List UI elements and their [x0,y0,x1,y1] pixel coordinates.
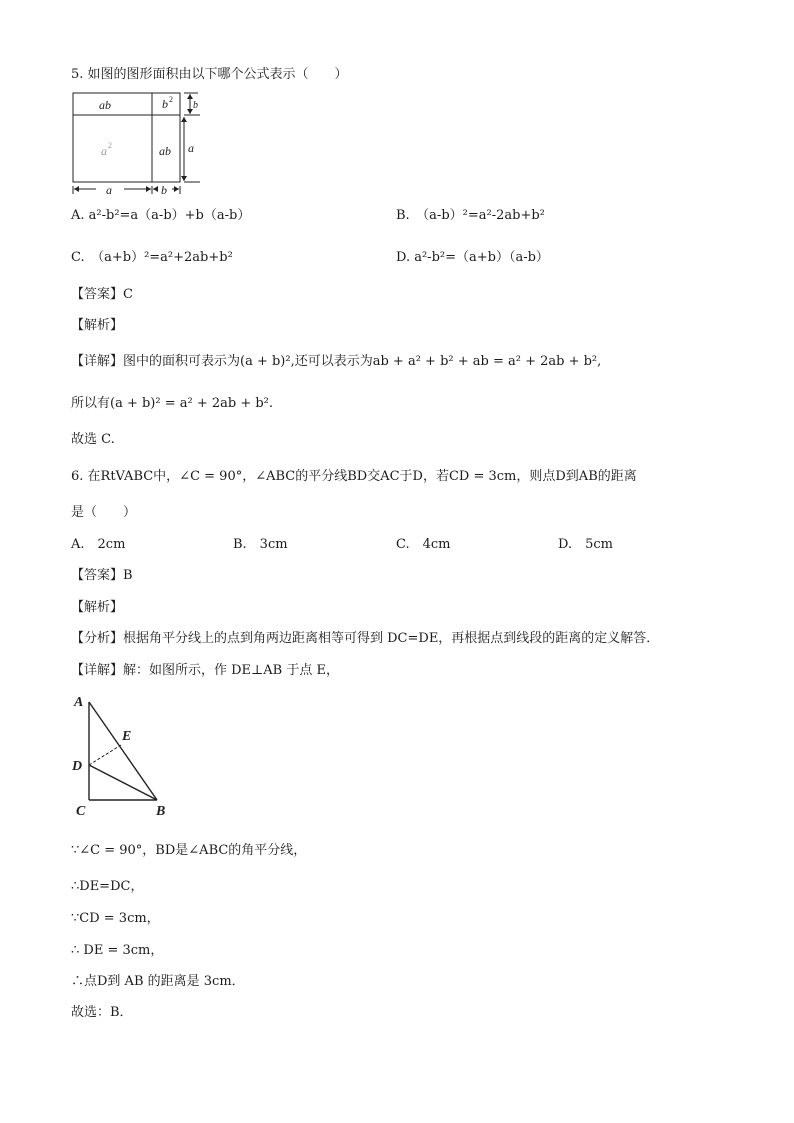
q6-fig-vertex-b: B [156,804,166,819]
q5-option-d: D. a²-b²=（a+b）（a-b） [396,250,549,265]
q5-fig-dim-b-top: b [193,100,198,111]
q6-step-5: ∴点D到 AB 的距离是 3cm． [71,974,245,989]
q5-analysis-label: 【解析】 [71,318,124,333]
q5-option-c: C. （a+b）²=a²+2ab+b² [71,250,233,265]
q6-step-1: ∵∠C = 90°，BD是∠ABC的角平分线， [71,843,307,858]
q6-step-6: 故选：B． [71,1005,133,1020]
q5-fig-sup: 2 [169,95,173,104]
q5-fig-b: b [162,97,168,111]
q6-stem-line1: 6. 在RtVABC中，∠C = 90°，∠ABC的平分线BD交AC于D，若CD = 3cm，则点D到AB的距离 [71,469,637,484]
q5-area-figure [66,88,216,198]
q6-analysis-label: 【解析】 [71,600,124,615]
q5-fig-dim-a-bottom: a [106,183,112,197]
q5-stem: 5. 如图的图形面积由以下哪个公式表示（ ） [71,67,348,82]
q6-fig-vertex-a: A [74,695,84,710]
q5-option-b: B. （a-b）²=a²-2ab+b² [396,208,545,223]
q5-fig-ab-top: ab [99,98,111,112]
q6-stem-line2: 是（ ） [71,505,137,520]
q6-fig-point-d: D [72,759,83,774]
q6-answer: 【答案】B [71,568,133,583]
q6-fig-vertex-c: C [76,804,86,819]
q5-fig-a2-sup: 2 [108,141,112,150]
q6-option-d: D. 5cm [558,537,613,552]
q5-fig-dim-a-right: a [188,141,194,155]
q6-option-b: B. 3cm [233,537,288,552]
q5-option-a: A. a²-b²=a（a-b）+b（a-b） [71,208,251,223]
q6-fenxi: 【分析】根据角平分线上的点到角两边距离相等可得到 DC=DE，再根据点到线段的距离的定义解答． [71,631,660,646]
q5-fig-dim-b-bottom: b [161,183,167,197]
q5-detail-1: 【详解】图中的面积可表示为(a + b)²,还可以表示为ab + a² + b² + ab = a² + 2ab + b², [71,354,602,369]
q6-step-2: ∴DE=DC， [71,879,144,894]
q6-option-a: A. 2cm [71,537,126,552]
q5-answer: 【答案】C [71,287,133,302]
q6-option-c: C. 4cm [396,537,451,552]
q6-triangle-figure [66,690,176,820]
q6-step-4: ∴ DE = 3cm， [71,943,164,958]
q5-fig-ab-right: ab [159,144,171,158]
q6-fig-point-e: E [122,729,132,744]
q5-conclusion: 故选 C. [71,432,115,447]
q5-detail-2: 所以有(a + b)² = a² + 2ab + b². [71,396,274,411]
q5-fig-a2: a [101,144,107,158]
q6-step-3: ∵CD = 3cm， [71,911,160,926]
q6-detail: 【详解】解：如图所示，作 DE⊥AB 于点 E， [71,663,339,678]
